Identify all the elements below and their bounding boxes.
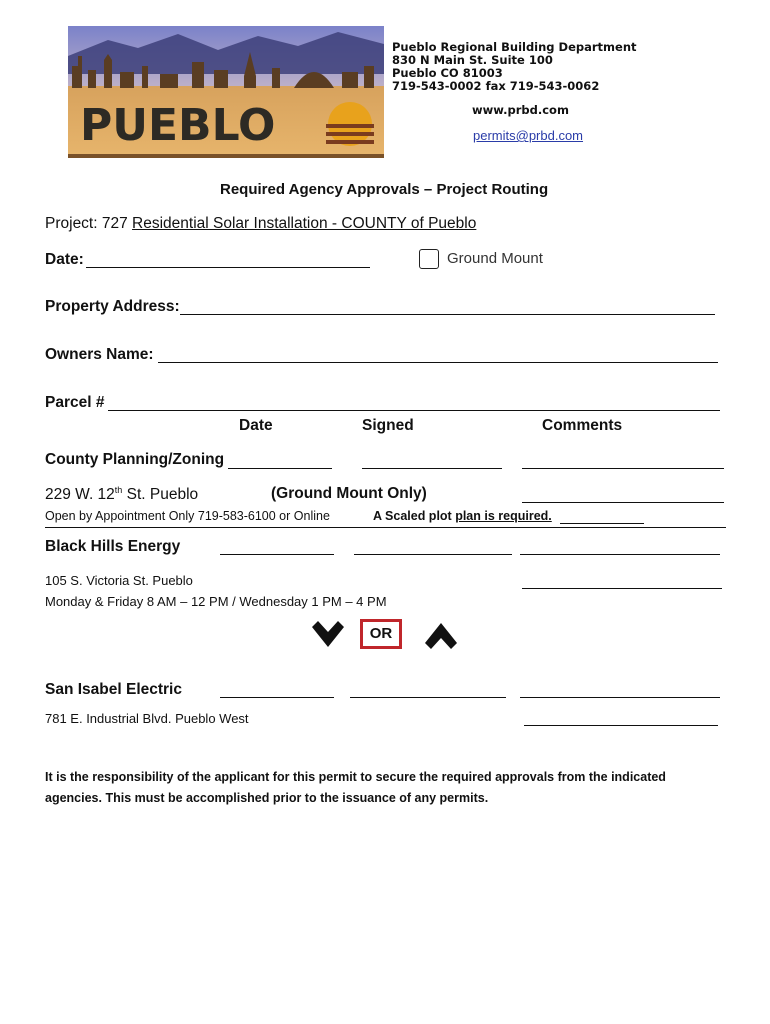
- agency-name: Pueblo Regional Building Department: [392, 40, 637, 54]
- agency-phone-fax: 719-543-0002 fax 719-543-0062: [392, 79, 600, 93]
- date-label: Date:: [45, 251, 84, 268]
- property-address-label: Property Address:: [45, 298, 180, 315]
- chevron-down-icon: [310, 619, 346, 656]
- property-address-field[interactable]: [180, 314, 715, 315]
- ground-mount-label: Ground Mount: [447, 250, 543, 267]
- ground-mount-checkbox[interactable]: [419, 249, 439, 269]
- san-isabel-comments-field[interactable]: [520, 697, 720, 698]
- form-title: Required Agency Approvals – Project Routing: [220, 181, 549, 198]
- black-hills-date-field[interactable]: [220, 554, 334, 555]
- owners-name-label: Owners Name:: [45, 346, 154, 363]
- agency-email-link[interactable]: permits@prbd.com: [473, 128, 584, 143]
- parcel-field[interactable]: [108, 410, 720, 411]
- county-signed-field[interactable]: [362, 468, 502, 469]
- project-label: Project: 727: [45, 215, 133, 232]
- san-isabel-signed-field[interactable]: [350, 697, 506, 698]
- county-address-suffix: St. Pueblo: [122, 486, 199, 504]
- agency-city: Pueblo CO 81003: [392, 66, 503, 80]
- county-hours: Open by Appointment Only 719-583-6100 or Online: [45, 509, 330, 523]
- date-field[interactable]: [86, 267, 370, 268]
- county-date-field[interactable]: [228, 468, 332, 469]
- pueblo-logo: [68, 26, 384, 158]
- project-value: Residential Solar Installation - COUNTY of Pueblo: [132, 215, 477, 232]
- county-comments-field[interactable]: [522, 468, 724, 469]
- scaled-plot-prefix: A Scaled plot: [373, 509, 456, 523]
- section-divider: [45, 527, 726, 528]
- project-line: [45, 215, 476, 233]
- county-address-sup: th: [114, 485, 123, 495]
- scaled-plot-underline: [560, 523, 644, 524]
- agency-street: 830 N Main St. Suite 100: [392, 53, 553, 67]
- chevron-up-icon: [423, 619, 459, 656]
- san-isabel-comments-field-2[interactable]: [524, 725, 718, 726]
- column-date: Date: [239, 417, 273, 434]
- agency-website: www.prbd.com: [472, 103, 569, 117]
- owners-name-field[interactable]: [158, 362, 718, 363]
- column-signed: Signed: [362, 417, 414, 434]
- black-hills-comments-field[interactable]: [520, 554, 720, 555]
- scaled-plot-note: [373, 509, 552, 523]
- parcel-label: Parcel #: [45, 394, 105, 411]
- black-hills-hours: Monday & Friday 8 AM – 12 PM / Wednesday 1 PM – 4 PM: [45, 594, 387, 609]
- county-planning-name: County Planning/Zoning: [45, 451, 225, 468]
- responsibility-note-line2: agencies. This must be accomplished prior to the issuance of any permits.: [45, 791, 489, 805]
- logo-graphic: [68, 26, 384, 158]
- logo-text: PUEBLO: [80, 100, 276, 151]
- scaled-plot-underlined: plan is required.: [455, 509, 552, 523]
- county-address-prefix: 229 W. 12: [45, 486, 115, 504]
- black-hills-address: 105 S. Victoria St. Pueblo: [45, 573, 193, 588]
- san-isabel-address: 781 E. Industrial Blvd. Pueblo West: [45, 711, 249, 726]
- responsibility-note-line1: It is the responsibility of the applicant for this permit to secure the required approvals from the indicated: [45, 770, 666, 784]
- san-isabel-date-field[interactable]: [220, 697, 334, 698]
- san-isabel-name: San Isabel Electric: [45, 681, 182, 698]
- black-hills-signed-field[interactable]: [354, 554, 512, 555]
- or-label: OR: [360, 619, 402, 649]
- county-comments-field-2[interactable]: [522, 502, 724, 503]
- black-hills-comments-field-2[interactable]: [522, 588, 722, 589]
- county-ground-mount-note: (Ground Mount Only): [271, 485, 427, 502]
- county-address: [45, 485, 198, 504]
- column-comments: Comments: [542, 417, 623, 434]
- black-hills-name: Black Hills Energy: [45, 538, 181, 555]
